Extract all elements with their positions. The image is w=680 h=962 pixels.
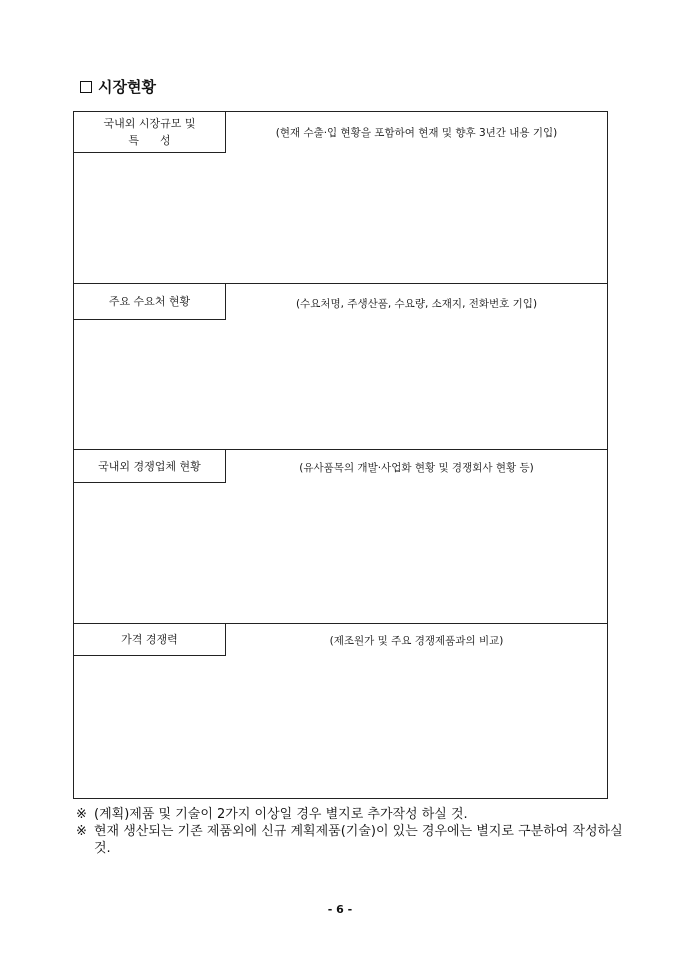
price-label-text: 가격 경쟁력 (121, 633, 178, 646)
note-item (76, 806, 624, 823)
note-item (76, 823, 624, 857)
customer-hint: (수요처명, 주생산품, 수요량, 소재지, 전화번호 기입) (295, 298, 538, 310)
market-size-label-line2: 특 성 (128, 134, 171, 147)
note-mark-icon: ※ (76, 824, 87, 839)
customer-label (73, 283, 226, 320)
section-title (80, 76, 156, 97)
price-hint: (제조원가 및 주요 경쟁제품과의 비교) (329, 635, 504, 647)
customer-section (73, 283, 608, 450)
market-size-label-line1: 국내외 시장규모 및 (103, 117, 196, 130)
competitor-hint: (유사품목의 개발·사업화 현황 및 경쟁회사 현황 등) (299, 462, 534, 474)
note-text: (계획)제품 및 기술이 2가지 이상일 경우 별지로 추가작성 하실 것. (94, 807, 468, 822)
price-section (73, 623, 608, 799)
page-number: - 6 - (327, 903, 353, 916)
competitor-label-text: 국내외 경쟁업체 현황 (98, 459, 201, 473)
notes (76, 806, 624, 857)
section-title-text: 시장현황 (98, 78, 156, 96)
market-size-hint: (현재 수출·입 현황을 포함하여 현재 및 향후 3년간 내용 기입) (275, 127, 558, 139)
price-label (73, 623, 226, 656)
competitor-section (73, 449, 608, 624)
checkbox-square-icon (80, 81, 92, 93)
note-text: 현재 생산되는 기존 제품외에 신규 계획제품(기술)이 있는 경우에는 별지로 구분하여 작성하실 것. (94, 824, 623, 856)
note-mark-icon: ※ (76, 807, 87, 822)
market-size-label (73, 111, 226, 153)
market-size-section (73, 111, 608, 284)
customer-label-text: 주요 수요처 현황 (108, 295, 191, 308)
competitor-label (73, 449, 226, 483)
